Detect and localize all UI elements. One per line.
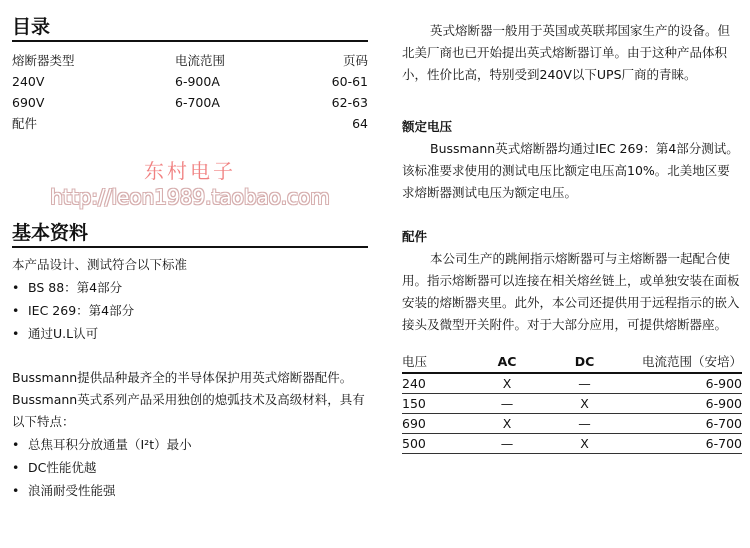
standard-text: BS 88：第4部分 xyxy=(28,280,123,295)
toc-row xyxy=(12,92,368,113)
toc-header-range: 电流范围 xyxy=(175,53,226,68)
toc-row xyxy=(12,113,368,134)
cell-voltage: 150 xyxy=(402,394,472,414)
cell-voltage: 240 xyxy=(402,373,472,394)
cell-current-range: 6-900 xyxy=(627,373,742,394)
table-row xyxy=(402,434,742,454)
bullet-icon: • xyxy=(12,326,20,341)
bullet-icon: • xyxy=(12,303,20,318)
feature-text: 浪涌耐受性能强 xyxy=(28,483,116,498)
accessories-paragraph: 本公司生产的跳闸指示熔断器可与主熔断器一起配合使用。指示熔断器可以连接在相关熔丝链上，或单独安装在面板安装的熔断器夹里。此外，本公司还提供用于远程指示的嵌入接头及微型开关附件。对于大部分应用，可提供熔断器座。 xyxy=(402,251,740,332)
toc-cell-page: 60-61 xyxy=(331,74,368,89)
standard-text: 通过U.L认可 xyxy=(28,326,99,341)
toc-cell-range: 6-700A xyxy=(175,95,220,110)
header-voltage: 电压 xyxy=(402,350,472,373)
accessories-heading: 配件 xyxy=(402,229,428,244)
cell-dc: — xyxy=(542,414,627,434)
cell-voltage: 500 xyxy=(402,434,472,454)
cell-ac: X xyxy=(472,414,542,434)
toc-cell-page: 64 xyxy=(352,116,368,131)
table-row xyxy=(402,414,742,434)
intro-paragraph: 英式熔断器一般用于英国或英联邦国家生产的设备。但北美厂商也已开始提出英式熔断器订单。由于这种产品体积小，性价比高，特别受到240V以下UPS厂商的青睐。 xyxy=(402,23,731,82)
cell-current-range: 6-700 xyxy=(627,414,742,434)
header-dc: DC xyxy=(542,350,627,373)
left-column xyxy=(12,10,368,498)
feature-text: 总焦耳积分放通量（I²t）最小 xyxy=(28,437,192,452)
cell-dc: X xyxy=(542,434,627,454)
paragraph: Bussmann英式系列产品采用独创的熄弧技术及高级材料，具有以下特点： xyxy=(12,392,365,429)
bullet-icon: • xyxy=(12,483,20,498)
toc-cell-page: 62-63 xyxy=(331,95,368,110)
list-item xyxy=(12,433,368,456)
basic-info-divider xyxy=(12,246,368,248)
cell-dc: X xyxy=(542,394,627,414)
cell-ac: — xyxy=(472,434,542,454)
table-row xyxy=(402,373,742,394)
bullet-icon: • xyxy=(12,437,20,452)
spec-table xyxy=(402,350,742,454)
cell-ac: X xyxy=(472,373,542,394)
right-column xyxy=(402,20,742,454)
cell-current-range: 6-700 xyxy=(627,434,742,454)
toc-cell-type: 240V xyxy=(12,74,45,89)
cell-dc: — xyxy=(542,373,627,394)
toc-title: 目录 xyxy=(12,16,51,38)
toc-cell-type: 配件 xyxy=(12,116,38,131)
standard-text: IEC 269：第4部分 xyxy=(28,303,135,318)
toc-header-type: 熔断器类型 xyxy=(12,53,75,68)
rated-voltage-heading: 额定电压 xyxy=(402,119,453,134)
table-header-row xyxy=(402,350,742,373)
list-item xyxy=(12,299,368,322)
feature-text: DC性能优越 xyxy=(28,460,97,475)
bullet-icon: • xyxy=(12,460,20,475)
basic-info-section xyxy=(12,216,368,502)
bullet-icon: • xyxy=(12,280,20,295)
header-ac: AC xyxy=(472,350,542,373)
header-current-range: 电流范围（安培） xyxy=(627,350,742,373)
paragraph: Bussmann提供品种最齐全的半导体保护用英式熔断器配件。 xyxy=(12,370,353,385)
table-row xyxy=(402,394,742,414)
toc-header-row xyxy=(12,50,368,71)
basic-info-title: 基本资料 xyxy=(12,222,89,244)
cell-voltage: 690 xyxy=(402,414,472,434)
toc-row xyxy=(12,71,368,92)
toc-header-page: 页码 xyxy=(342,53,368,68)
watermark-url: http://leon1989.taobao.com xyxy=(50,185,330,209)
watermark xyxy=(12,158,368,210)
list-item xyxy=(12,322,368,345)
watermark-shop-name: 东村电子 xyxy=(144,159,236,183)
rated-voltage-paragraph: Bussmann英式熔断器均通过IEC 269：第4部分测试。该标准要求使用的测试电压比额定电压高10%。北美地区要求熔断器测试电压为额定电压。 xyxy=(402,141,739,200)
toc-cell-type: 690V xyxy=(12,95,45,110)
list-item xyxy=(12,456,368,479)
cell-ac: — xyxy=(472,394,542,414)
cell-current-range: 6-900 xyxy=(627,394,742,414)
toc-cell-range xyxy=(175,113,295,134)
toc-cell-range: 6-900A xyxy=(175,74,220,89)
standards-intro: 本产品设计、测试符合以下标准 xyxy=(12,257,188,272)
list-item xyxy=(12,479,368,502)
toc-divider xyxy=(12,40,368,42)
list-item xyxy=(12,276,368,299)
